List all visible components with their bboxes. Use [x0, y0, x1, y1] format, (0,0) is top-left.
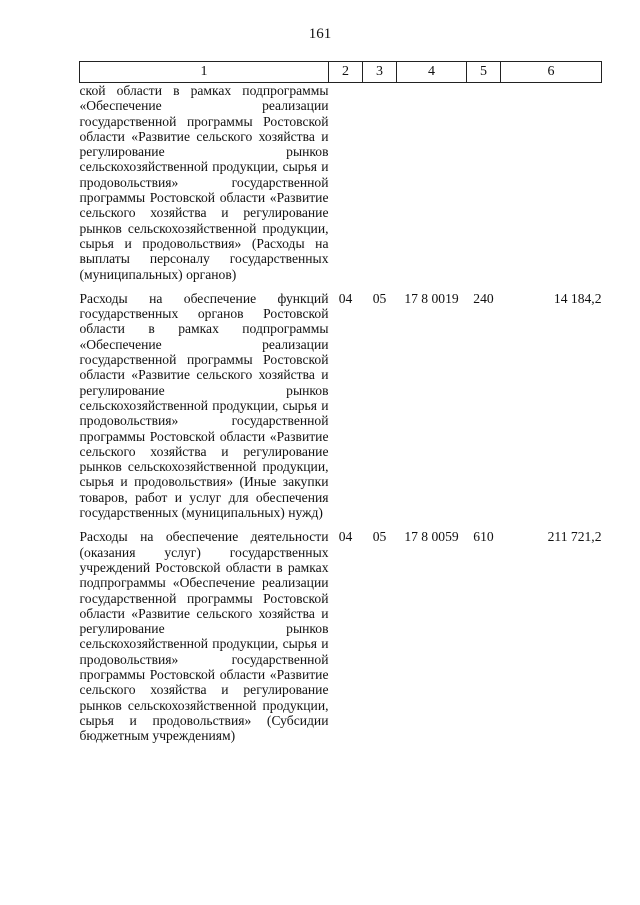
- row-description: ской области в рамках подпрограммы «Обеспечение реализации государственной программы Ростовской области «Развитие сельского хозяйства и регулирование рынков сельскохозяйственной продукции, сырья и продовольствия» государственной программы Ростовской области «Развитие сельского хозяйства и регулирование рынков сельскохозяйственной продукции, сырья и продовольствия» (Расходы на выплаты персоналу государственных (муниципальных) органов): [79, 83, 329, 282]
- row-target-article: 17 8 0019: [404, 290, 459, 306]
- row-amount: 14 184,2: [553, 290, 602, 306]
- row-description: Расходы на обеспечение функций государственных органов Ростовской области в рамках подпрограммы «Обеспечение реализации государственной программы Ростовской области «Развитие сельского хозяйства и регулирование рынков сельскохозяйственной продукции, сырья и продовольствия» государственной программы Ростовской области «Развитие сельского хозяйства и регулирование рынков сельскохозяйственной продукции, сырья и продовольствия» (Иные закупки товаров, работ и услуг для обеспечения государственных (муниципальных) нужд): [79, 290, 329, 521]
- row-amount: 211 721,2: [547, 529, 602, 545]
- row-description: Расходы на обеспечение деятельности (оказания услуг) государственных учреждений Ростовской области в рамках подпрограммы «Обеспечение реализации государственной программы Ростовской области «Развитие сельского хозяйства и регулирование рынков сельскохозяйственной продукции, сырья и продовольствия» государственной программы Ростовской области «Развитие сельского хозяйства и регулирование рынков сельскохозяйственной продукции, сырья и продовольствия» (Субсидии бюджетным учреждениям): [79, 529, 329, 744]
- table-header-row: [80, 62, 602, 83]
- row-section-code: 04: [338, 290, 353, 306]
- row-target-article: [397, 83, 467, 282]
- row-expense-type: [467, 83, 501, 282]
- page-number: 161: [308, 26, 332, 42]
- header-col-1: 1: [80, 62, 329, 83]
- row-subsection-code: 05: [372, 529, 387, 545]
- budget-table: [79, 61, 602, 743]
- row-expense-type: 240: [473, 290, 494, 306]
- header-col-4: 4: [397, 62, 467, 83]
- table-row: [80, 520, 602, 743]
- row-amount: [501, 83, 602, 282]
- row-subsection-code: [363, 83, 397, 282]
- header-col-6: 6: [501, 62, 602, 83]
- header-col-2: 2: [329, 62, 363, 83]
- row-expense-type: 610: [473, 529, 494, 545]
- table-row: [80, 83, 602, 282]
- table-row: [80, 282, 602, 520]
- header-col-5: 5: [467, 62, 501, 83]
- row-section-code: [329, 83, 363, 282]
- row-target-article: 17 8 0059: [404, 529, 459, 545]
- header-col-3: 3: [363, 62, 397, 83]
- row-subsection-code: 05: [372, 290, 387, 306]
- row-section-code: 04: [338, 529, 353, 545]
